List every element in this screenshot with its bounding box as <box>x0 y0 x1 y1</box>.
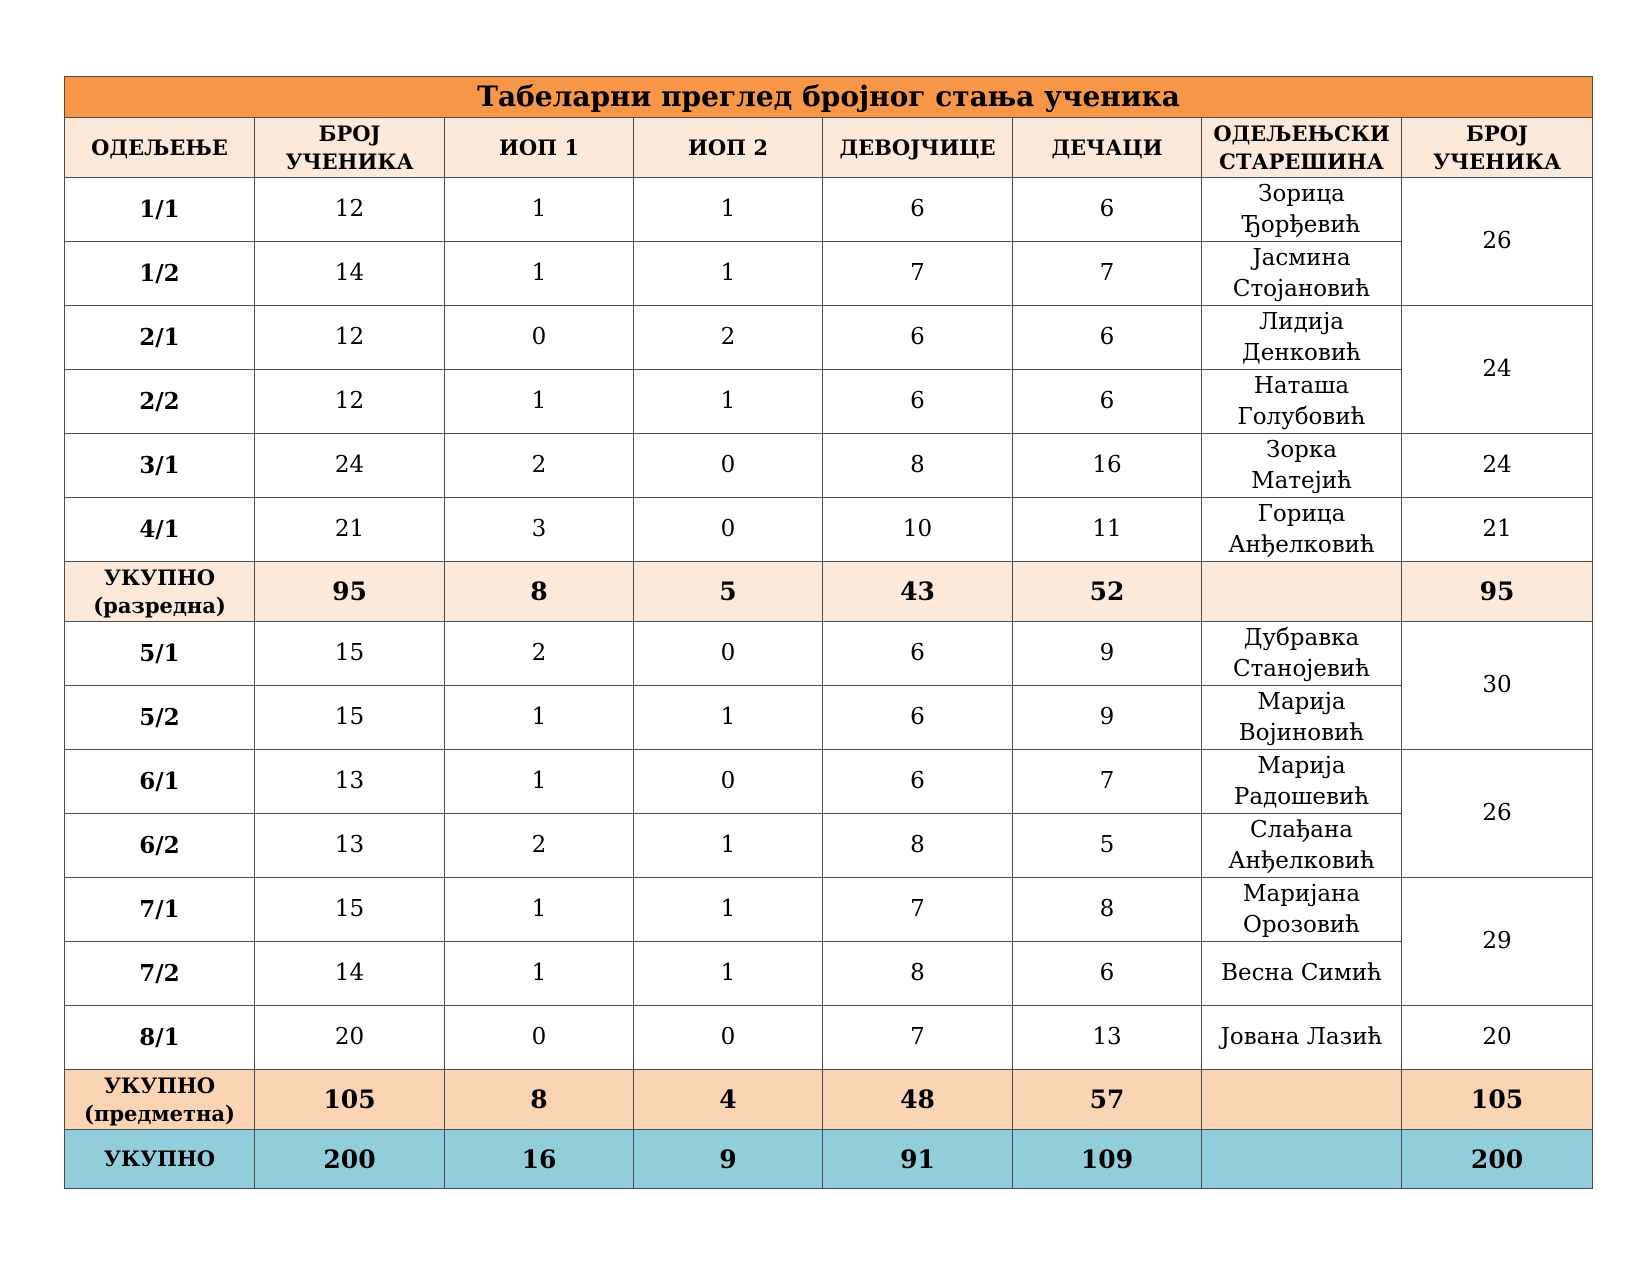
table-row <box>65 814 1593 878</box>
class-cell: 7/1 <box>65 878 255 942</box>
subtotal-boys: 57 <box>1013 1070 1202 1130</box>
boys-cell: 9 <box>1013 622 1202 686</box>
table-row <box>65 434 1593 498</box>
iop1-cell: 1 <box>445 178 634 242</box>
subtotal-iop1: 8 <box>445 1070 634 1130</box>
iop1-cell: 2 <box>445 434 634 498</box>
subtotal-iop2: 5 <box>634 562 823 622</box>
teacher-cell: Весна Симић <box>1202 942 1402 1006</box>
total-iop1: 16 <box>445 1130 634 1189</box>
boys-cell: 11 <box>1013 498 1202 562</box>
girls-cell: 8 <box>823 942 1013 1006</box>
boys-cell: 6 <box>1013 942 1202 1006</box>
student-count-cell: 15 <box>255 622 445 686</box>
table-row <box>65 750 1593 814</box>
boys-cell: 8 <box>1013 878 1202 942</box>
boys-cell: 6 <box>1013 306 1202 370</box>
iop1-cell: 1 <box>445 242 634 306</box>
student-count-cell: 14 <box>255 942 445 1006</box>
student-count-cell: 14 <box>255 242 445 306</box>
total-girls: 91 <box>823 1130 1013 1189</box>
boys-cell: 7 <box>1013 242 1202 306</box>
girls-cell: 7 <box>823 1006 1013 1070</box>
teacher-cell: Зорка Матејић <box>1202 434 1402 498</box>
girls-cell: 7 <box>823 878 1013 942</box>
iop1-cell: 1 <box>445 878 634 942</box>
total-grade-count: 200 <box>1402 1130 1593 1189</box>
teacher-cell: Наташа Голубовић <box>1202 370 1402 434</box>
boys-cell: 13 <box>1013 1006 1202 1070</box>
iop2-cell: 1 <box>634 814 823 878</box>
class-cell: 8/1 <box>65 1006 255 1070</box>
student-count-cell: 20 <box>255 1006 445 1070</box>
subtotal-row-predmetna <box>65 1070 1593 1130</box>
iop2-cell: 1 <box>634 242 823 306</box>
subtotal-teacher-empty <box>1202 1070 1402 1130</box>
header-iop2: ИОП 2 <box>634 118 823 178</box>
boys-cell: 16 <box>1013 434 1202 498</box>
header-iop1: ИОП 1 <box>445 118 634 178</box>
grade-total-cell: 30 <box>1402 622 1593 750</box>
boys-cell: 7 <box>1013 750 1202 814</box>
boys-cell: 9 <box>1013 686 1202 750</box>
iop1-cell: 3 <box>445 498 634 562</box>
grade-total-cell: 29 <box>1402 878 1593 1006</box>
table-row <box>65 686 1593 750</box>
iop1-cell: 2 <box>445 622 634 686</box>
iop2-cell: 0 <box>634 1006 823 1070</box>
header-odeljenje: ОДЕЉЕЊЕ <box>65 118 255 178</box>
student-count-cell: 24 <box>255 434 445 498</box>
boys-cell: 5 <box>1013 814 1202 878</box>
girls-cell: 7 <box>823 242 1013 306</box>
subtotal-boys: 52 <box>1013 562 1202 622</box>
class-cell: 3/1 <box>65 434 255 498</box>
class-cell: 1/2 <box>65 242 255 306</box>
girls-cell: 10 <box>823 498 1013 562</box>
student-count-cell: 13 <box>255 814 445 878</box>
girls-cell: 8 <box>823 814 1013 878</box>
table-row <box>65 178 1593 242</box>
teacher-cell: Марија Радошевић <box>1202 750 1402 814</box>
header-decaci: ДЕЧАЦИ <box>1013 118 1202 178</box>
iop1-cell: 1 <box>445 942 634 1006</box>
student-count-cell: 12 <box>255 370 445 434</box>
total-iop2: 9 <box>634 1130 823 1189</box>
boys-cell: 6 <box>1013 178 1202 242</box>
teacher-cell: Јасмина Стојановић <box>1202 242 1402 306</box>
subtotal-label: УКУПНО (разредна) <box>65 562 255 622</box>
teacher-cell: Горица Анђелковић <box>1202 498 1402 562</box>
grade-total-cell: 26 <box>1402 178 1593 306</box>
student-count-cell: 21 <box>255 498 445 562</box>
iop1-cell: 1 <box>445 370 634 434</box>
girls-cell: 8 <box>823 434 1013 498</box>
girls-cell: 6 <box>823 370 1013 434</box>
iop2-cell: 1 <box>634 878 823 942</box>
class-cell: 5/1 <box>65 622 255 686</box>
subtotal-girls: 43 <box>823 562 1013 622</box>
teacher-cell: Маријана Орозовић <box>1202 878 1402 942</box>
grade-total-cell: 21 <box>1402 498 1593 562</box>
subtotal-iop2: 4 <box>634 1070 823 1130</box>
header-broj-ucenika: БРОЈ УЧЕНИКА <box>255 118 445 178</box>
iop2-cell: 0 <box>634 434 823 498</box>
class-cell: 4/1 <box>65 498 255 562</box>
table-title: Табеларни преглед бројног стања ученика <box>65 77 1593 118</box>
student-count-cell: 12 <box>255 306 445 370</box>
student-count-cell: 15 <box>255 686 445 750</box>
total-label: УКУПНО <box>65 1130 255 1189</box>
subtotal-student-count: 95 <box>255 562 445 622</box>
teacher-cell: Зорица Ђорђевић <box>1202 178 1402 242</box>
iop2-cell: 1 <box>634 178 823 242</box>
iop1-cell: 2 <box>445 814 634 878</box>
teacher-cell: Дубравка Станојевић <box>1202 622 1402 686</box>
subtotal-teacher-empty <box>1202 562 1402 622</box>
iop2-cell: 1 <box>634 370 823 434</box>
class-cell: 1/1 <box>65 178 255 242</box>
teacher-cell: Марија Војиновић <box>1202 686 1402 750</box>
table-row <box>65 1006 1593 1070</box>
table-row <box>65 242 1593 306</box>
class-cell: 7/2 <box>65 942 255 1006</box>
teacher-cell: Лидија Денковић <box>1202 306 1402 370</box>
grade-total-cell: 24 <box>1402 434 1593 498</box>
table-row <box>65 306 1593 370</box>
iop2-cell: 0 <box>634 498 823 562</box>
class-cell: 6/2 <box>65 814 255 878</box>
class-cell: 2/1 <box>65 306 255 370</box>
class-cell: 5/2 <box>65 686 255 750</box>
total-student-count: 200 <box>255 1130 445 1189</box>
total-row <box>65 1130 1593 1189</box>
iop1-cell: 0 <box>445 1006 634 1070</box>
student-count-cell: 12 <box>255 178 445 242</box>
subtotal-student-count: 105 <box>255 1070 445 1130</box>
girls-cell: 6 <box>823 306 1013 370</box>
header-broj-ucenika-grade: БРОЈ УЧЕНИКА <box>1402 118 1593 178</box>
total-boys: 109 <box>1013 1130 1202 1189</box>
iop2-cell: 0 <box>634 622 823 686</box>
teacher-cell: Јована Лазић <box>1202 1006 1402 1070</box>
grade-total-cell: 24 <box>1402 306 1593 434</box>
iop1-cell: 1 <box>445 686 634 750</box>
student-count-cell: 15 <box>255 878 445 942</box>
iop2-cell: 0 <box>634 750 823 814</box>
table-row <box>65 878 1593 942</box>
student-count-cell: 13 <box>255 750 445 814</box>
table-row <box>65 622 1593 686</box>
table-row <box>65 942 1593 1006</box>
subtotal-grade-count: 105 <box>1402 1070 1593 1130</box>
header-staresina: ОДЕЉЕЊСКИ СТАРЕШИНА <box>1202 118 1402 178</box>
subtotal-row-razredna <box>65 562 1593 622</box>
iop2-cell: 1 <box>634 942 823 1006</box>
table-row <box>65 370 1593 434</box>
girls-cell: 6 <box>823 750 1013 814</box>
table-row <box>65 498 1593 562</box>
student-count-table <box>64 76 1593 1189</box>
header-row <box>65 118 1593 178</box>
boys-cell: 6 <box>1013 370 1202 434</box>
subtotal-grade-count: 95 <box>1402 562 1593 622</box>
grade-total-cell: 26 <box>1402 750 1593 878</box>
iop1-cell: 0 <box>445 306 634 370</box>
girls-cell: 6 <box>823 178 1013 242</box>
class-cell: 2/2 <box>65 370 255 434</box>
teacher-cell: Слађана Анђелковић <box>1202 814 1402 878</box>
subtotal-girls: 48 <box>823 1070 1013 1130</box>
total-teacher-empty <box>1202 1130 1402 1189</box>
girls-cell: 6 <box>823 622 1013 686</box>
iop2-cell: 1 <box>634 686 823 750</box>
subtotal-label: УКУПНО (предметна) <box>65 1070 255 1130</box>
grade-total-cell: 20 <box>1402 1006 1593 1070</box>
class-cell: 6/1 <box>65 750 255 814</box>
girls-cell: 6 <box>823 686 1013 750</box>
iop1-cell: 1 <box>445 750 634 814</box>
subtotal-iop1: 8 <box>445 562 634 622</box>
header-devojcice: ДЕВОЈЧИЦЕ <box>823 118 1013 178</box>
iop2-cell: 2 <box>634 306 823 370</box>
